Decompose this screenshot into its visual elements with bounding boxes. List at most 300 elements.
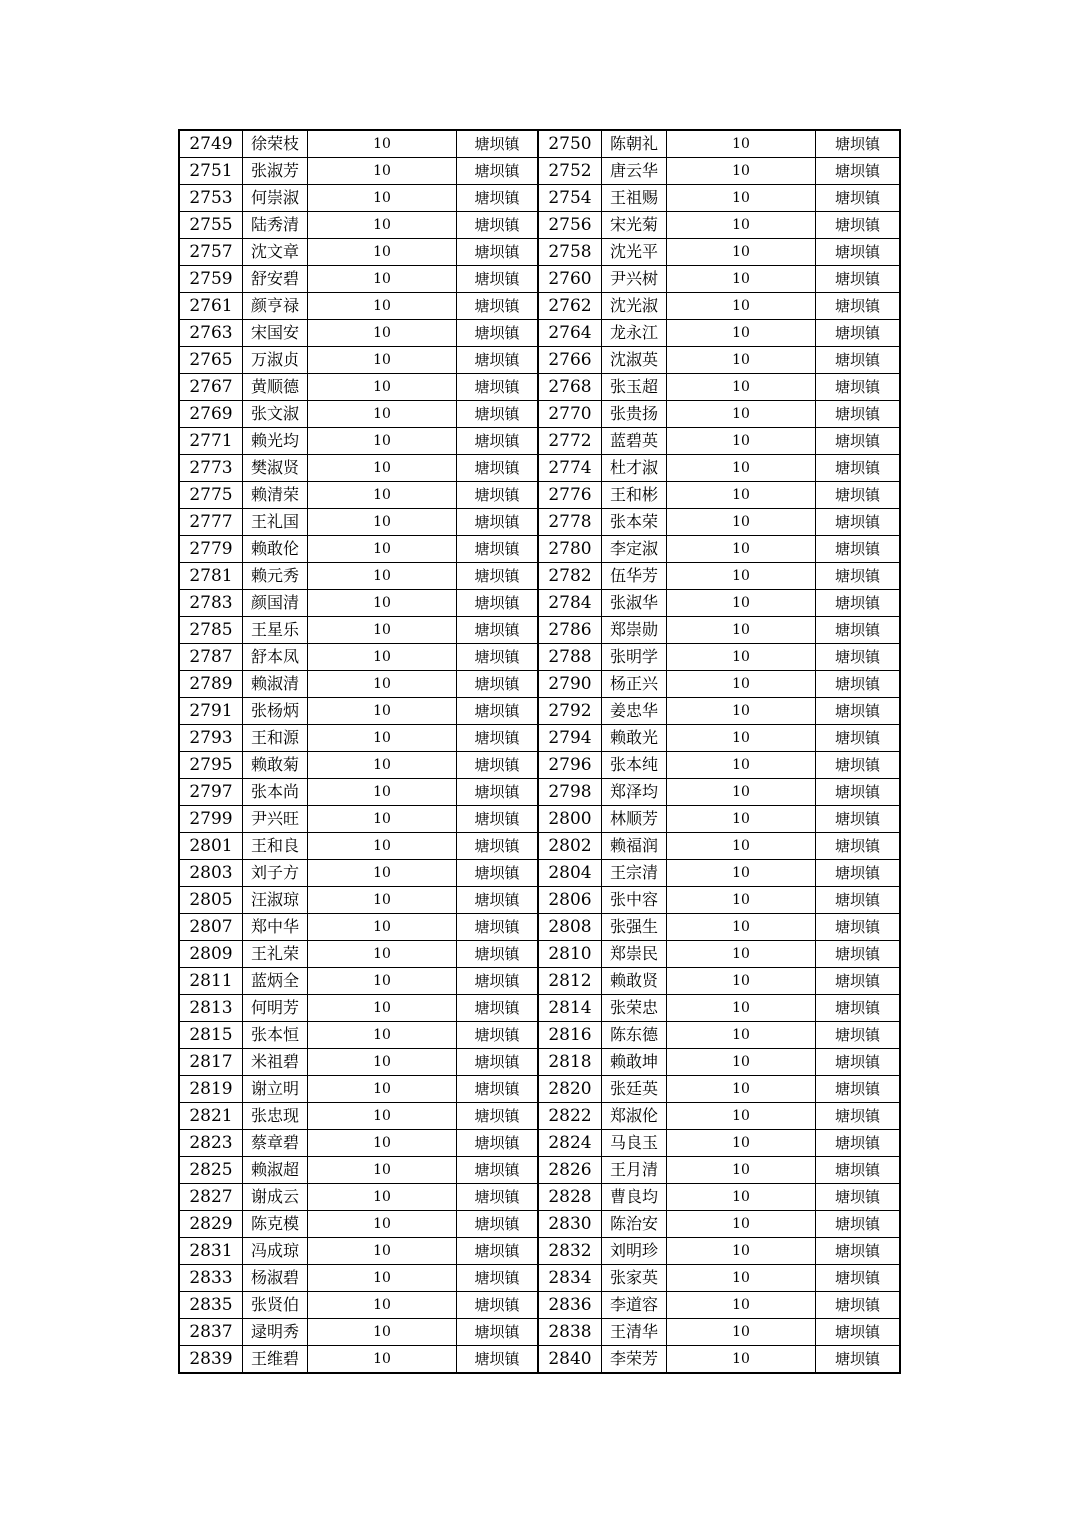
person-name-left: 冯成琼 (243, 1238, 308, 1265)
entry-number-right: 2766 (538, 347, 602, 374)
amount-left: 10 (308, 968, 457, 995)
person-name-left: 樊淑贤 (243, 455, 308, 482)
town-left: 塘坝镇 (457, 266, 539, 293)
table-row (179, 941, 900, 968)
person-name-right: 龙永江 (602, 320, 667, 347)
town-left: 塘坝镇 (457, 1184, 539, 1211)
entry-number-left: 2819 (179, 1076, 243, 1103)
town-right: 塘坝镇 (816, 806, 901, 833)
town-right: 塘坝镇 (816, 941, 901, 968)
table-row (179, 509, 900, 536)
entry-number-right: 2794 (538, 725, 602, 752)
amount-left: 10 (308, 833, 457, 860)
town-left: 塘坝镇 (457, 1292, 539, 1319)
entry-number-right: 2808 (538, 914, 602, 941)
entry-number-right: 2784 (538, 590, 602, 617)
amount-left: 10 (308, 1184, 457, 1211)
table-row (179, 1211, 900, 1238)
entry-number-left: 2761 (179, 293, 243, 320)
amount-left: 10 (308, 617, 457, 644)
amount-right: 10 (667, 671, 816, 698)
town-right: 塘坝镇 (816, 671, 901, 698)
entry-number-right: 2828 (538, 1184, 602, 1211)
person-name-right: 张强生 (602, 914, 667, 941)
person-name-left: 王星乐 (243, 617, 308, 644)
amount-left: 10 (308, 266, 457, 293)
person-name-left: 颜国清 (243, 590, 308, 617)
person-name-right: 王宗清 (602, 860, 667, 887)
amount-left: 10 (308, 698, 457, 725)
person-name-right: 陈治安 (602, 1211, 667, 1238)
amount-left: 10 (308, 374, 457, 401)
town-right: 塘坝镇 (816, 1103, 901, 1130)
town-left: 塘坝镇 (457, 158, 539, 185)
person-name-right: 李道容 (602, 1292, 667, 1319)
town-left: 塘坝镇 (457, 1265, 539, 1292)
town-right: 塘坝镇 (816, 374, 901, 401)
town-left: 塘坝镇 (457, 1157, 539, 1184)
entry-number-right: 2776 (538, 482, 602, 509)
table-row (179, 455, 900, 482)
amount-right: 10 (667, 644, 816, 671)
entry-number-left: 2825 (179, 1157, 243, 1184)
table-row (179, 1157, 900, 1184)
table-row (179, 536, 900, 563)
amount-left: 10 (308, 887, 457, 914)
entry-number-right: 2788 (538, 644, 602, 671)
entry-number-right: 2812 (538, 968, 602, 995)
entry-number-left: 2811 (179, 968, 243, 995)
person-name-left: 沈文章 (243, 239, 308, 266)
town-left: 塘坝镇 (457, 1076, 539, 1103)
amount-right: 10 (667, 995, 816, 1022)
town-left: 塘坝镇 (457, 130, 539, 158)
town-right: 塘坝镇 (816, 1238, 901, 1265)
town-left: 塘坝镇 (457, 563, 539, 590)
amount-right: 10 (667, 185, 816, 212)
amount-left: 10 (308, 914, 457, 941)
entry-number-left: 2793 (179, 725, 243, 752)
person-name-right: 陈东德 (602, 1022, 667, 1049)
amount-right: 10 (667, 914, 816, 941)
person-name-right: 林顺芳 (602, 806, 667, 833)
table-row (179, 320, 900, 347)
entry-number-left: 2797 (179, 779, 243, 806)
amount-left: 10 (308, 509, 457, 536)
entry-number-left: 2805 (179, 887, 243, 914)
table-row (179, 779, 900, 806)
table-row (179, 1265, 900, 1292)
entry-number-left: 2765 (179, 347, 243, 374)
town-right: 塘坝镇 (816, 995, 901, 1022)
amount-right: 10 (667, 725, 816, 752)
town-right: 塘坝镇 (816, 914, 901, 941)
entry-number-right: 2764 (538, 320, 602, 347)
entry-number-right: 2768 (538, 374, 602, 401)
entry-number-right: 2810 (538, 941, 602, 968)
town-left: 塘坝镇 (457, 1103, 539, 1130)
entry-number-left: 2775 (179, 482, 243, 509)
person-name-right: 沈光平 (602, 239, 667, 266)
town-left: 塘坝镇 (457, 887, 539, 914)
town-right: 塘坝镇 (816, 1076, 901, 1103)
person-name-left: 赖光均 (243, 428, 308, 455)
entry-number-right: 2774 (538, 455, 602, 482)
person-name-left: 尹兴旺 (243, 806, 308, 833)
table-row (179, 374, 900, 401)
amount-left: 10 (308, 725, 457, 752)
table-row (179, 1076, 900, 1103)
entry-number-right: 2802 (538, 833, 602, 860)
table-row (179, 563, 900, 590)
town-left: 塘坝镇 (457, 1346, 539, 1374)
town-right: 塘坝镇 (816, 320, 901, 347)
amount-right: 10 (667, 1049, 816, 1076)
town-left: 塘坝镇 (457, 968, 539, 995)
amount-right: 10 (667, 509, 816, 536)
person-name-left: 逯明秀 (243, 1319, 308, 1346)
amount-right: 10 (667, 968, 816, 995)
entry-number-left: 2803 (179, 860, 243, 887)
person-name-right: 郑泽均 (602, 779, 667, 806)
person-name-right: 杜才淑 (602, 455, 667, 482)
amount-right: 10 (667, 563, 816, 590)
entry-number-left: 2837 (179, 1319, 243, 1346)
person-name-left: 张淑芳 (243, 158, 308, 185)
amount-right: 10 (667, 887, 816, 914)
amount-right: 10 (667, 1265, 816, 1292)
amount-right: 10 (667, 779, 816, 806)
person-name-right: 王和彬 (602, 482, 667, 509)
amount-right: 10 (667, 617, 816, 644)
amount-left: 10 (308, 1211, 457, 1238)
town-right: 塘坝镇 (816, 293, 901, 320)
town-right: 塘坝镇 (816, 1346, 901, 1374)
amount-left: 10 (308, 1076, 457, 1103)
amount-right: 10 (667, 428, 816, 455)
amount-left: 10 (308, 1103, 457, 1130)
amount-right: 10 (667, 1157, 816, 1184)
entry-number-right: 2838 (538, 1319, 602, 1346)
table-row (179, 590, 900, 617)
entry-number-right: 2834 (538, 1265, 602, 1292)
table-row (179, 671, 900, 698)
entry-number-right: 2806 (538, 887, 602, 914)
town-right: 塘坝镇 (816, 347, 901, 374)
person-name-right: 赖敢贤 (602, 968, 667, 995)
town-right: 塘坝镇 (816, 563, 901, 590)
person-name-right: 唐云华 (602, 158, 667, 185)
table-row (179, 347, 900, 374)
amount-left: 10 (308, 1346, 457, 1374)
entry-number-right: 2778 (538, 509, 602, 536)
town-right: 塘坝镇 (816, 644, 901, 671)
table-row (179, 887, 900, 914)
town-left: 塘坝镇 (457, 671, 539, 698)
entry-number-left: 2823 (179, 1130, 243, 1157)
person-name-left: 张贤伯 (243, 1292, 308, 1319)
amount-right: 10 (667, 1076, 816, 1103)
person-name-left: 舒安碧 (243, 266, 308, 293)
entry-number-right: 2816 (538, 1022, 602, 1049)
town-left: 塘坝镇 (457, 1319, 539, 1346)
amount-right: 10 (667, 1103, 816, 1130)
table-row (179, 995, 900, 1022)
table-row (179, 968, 900, 995)
person-name-left: 郑中华 (243, 914, 308, 941)
person-name-right: 沈淑英 (602, 347, 667, 374)
entry-number-left: 2833 (179, 1265, 243, 1292)
table-row (179, 752, 900, 779)
entry-number-right: 2790 (538, 671, 602, 698)
entry-number-left: 2777 (179, 509, 243, 536)
amount-right: 10 (667, 266, 816, 293)
entry-number-left: 2783 (179, 590, 243, 617)
town-right: 塘坝镇 (816, 1211, 901, 1238)
amount-left: 10 (308, 644, 457, 671)
entry-number-left: 2817 (179, 1049, 243, 1076)
amount-left: 10 (308, 482, 457, 509)
town-right: 塘坝镇 (816, 887, 901, 914)
amount-left: 10 (308, 158, 457, 185)
person-name-right: 杨正兴 (602, 671, 667, 698)
town-left: 塘坝镇 (457, 212, 539, 239)
amount-right: 10 (667, 158, 816, 185)
town-left: 塘坝镇 (457, 536, 539, 563)
town-right: 塘坝镇 (816, 833, 901, 860)
person-name-left: 王和良 (243, 833, 308, 860)
amount-right: 10 (667, 536, 816, 563)
entry-number-right: 2762 (538, 293, 602, 320)
person-name-left: 刘子方 (243, 860, 308, 887)
person-name-left: 黄顺德 (243, 374, 308, 401)
person-name-right: 马良玉 (602, 1130, 667, 1157)
amount-right: 10 (667, 752, 816, 779)
person-name-right: 张淑华 (602, 590, 667, 617)
entry-number-left: 2781 (179, 563, 243, 590)
entry-number-right: 2758 (538, 239, 602, 266)
entry-number-left: 2785 (179, 617, 243, 644)
person-name-left: 万淑贞 (243, 347, 308, 374)
entry-number-right: 2760 (538, 266, 602, 293)
person-name-right: 姜忠华 (602, 698, 667, 725)
person-name-left: 何明芳 (243, 995, 308, 1022)
table-row (179, 617, 900, 644)
person-name-left: 赖敢伦 (243, 536, 308, 563)
person-name-right: 王清华 (602, 1319, 667, 1346)
town-right: 塘坝镇 (816, 590, 901, 617)
town-left: 塘坝镇 (457, 482, 539, 509)
table-row (179, 266, 900, 293)
entry-number-right: 2840 (538, 1346, 602, 1374)
person-name-left: 米祖碧 (243, 1049, 308, 1076)
entry-number-right: 2756 (538, 212, 602, 239)
person-name-left: 张文淑 (243, 401, 308, 428)
entry-number-right: 2772 (538, 428, 602, 455)
amount-left: 10 (308, 1130, 457, 1157)
town-right: 塘坝镇 (816, 725, 901, 752)
entry-number-right: 2780 (538, 536, 602, 563)
entry-number-right: 2770 (538, 401, 602, 428)
person-name-left: 王礼国 (243, 509, 308, 536)
town-right: 塘坝镇 (816, 1130, 901, 1157)
entry-number-left: 2769 (179, 401, 243, 428)
entry-number-left: 2771 (179, 428, 243, 455)
entry-number-right: 2820 (538, 1076, 602, 1103)
person-name-right: 赖敢光 (602, 725, 667, 752)
entry-number-left: 2829 (179, 1211, 243, 1238)
person-name-left: 张杨炳 (243, 698, 308, 725)
person-name-right: 张家英 (602, 1265, 667, 1292)
entry-number-left: 2807 (179, 914, 243, 941)
amount-right: 10 (667, 1184, 816, 1211)
town-left: 塘坝镇 (457, 1130, 539, 1157)
table-row (179, 1184, 900, 1211)
entry-number-left: 2827 (179, 1184, 243, 1211)
person-name-left: 宋国安 (243, 320, 308, 347)
town-right: 塘坝镇 (816, 779, 901, 806)
amount-right: 10 (667, 941, 816, 968)
town-left: 塘坝镇 (457, 293, 539, 320)
town-right: 塘坝镇 (816, 617, 901, 644)
entry-number-left: 2751 (179, 158, 243, 185)
person-name-right: 赖福润 (602, 833, 667, 860)
entry-number-left: 2767 (179, 374, 243, 401)
town-left: 塘坝镇 (457, 1022, 539, 1049)
person-name-left: 王维碧 (243, 1346, 308, 1374)
entry-number-right: 2832 (538, 1238, 602, 1265)
person-name-left: 赖淑超 (243, 1157, 308, 1184)
town-right: 塘坝镇 (816, 212, 901, 239)
amount-left: 10 (308, 1157, 457, 1184)
amount-left: 10 (308, 860, 457, 887)
person-name-left: 谢立明 (243, 1076, 308, 1103)
table-row (179, 212, 900, 239)
person-name-left: 杨淑碧 (243, 1265, 308, 1292)
amount-left: 10 (308, 185, 457, 212)
amount-left: 10 (308, 941, 457, 968)
town-left: 塘坝镇 (457, 779, 539, 806)
person-name-right: 蓝碧英 (602, 428, 667, 455)
entry-number-right: 2814 (538, 995, 602, 1022)
entry-number-right: 2798 (538, 779, 602, 806)
entry-number-left: 2801 (179, 833, 243, 860)
person-name-left: 何崇淑 (243, 185, 308, 212)
town-left: 塘坝镇 (457, 455, 539, 482)
entry-number-left: 2821 (179, 1103, 243, 1130)
person-name-left: 蔡章碧 (243, 1130, 308, 1157)
entry-number-left: 2799 (179, 806, 243, 833)
town-left: 塘坝镇 (457, 941, 539, 968)
entry-number-left: 2815 (179, 1022, 243, 1049)
table-row (179, 428, 900, 455)
amount-right: 10 (667, 401, 816, 428)
town-right: 塘坝镇 (816, 536, 901, 563)
amount-left: 10 (308, 455, 457, 482)
table-row (179, 1238, 900, 1265)
entry-number-right: 2754 (538, 185, 602, 212)
entry-number-left: 2757 (179, 239, 243, 266)
person-name-left: 汪淑琼 (243, 887, 308, 914)
town-left: 塘坝镇 (457, 1211, 539, 1238)
person-name-left: 舒本凤 (243, 644, 308, 671)
person-name-right: 张廷英 (602, 1076, 667, 1103)
entry-number-right: 2826 (538, 1157, 602, 1184)
amount-left: 10 (308, 428, 457, 455)
table-row (179, 130, 900, 158)
entry-number-right: 2822 (538, 1103, 602, 1130)
amount-left: 10 (308, 347, 457, 374)
amount-right: 10 (667, 833, 816, 860)
table-row (179, 482, 900, 509)
town-right: 塘坝镇 (816, 752, 901, 779)
amount-right: 10 (667, 1238, 816, 1265)
person-name-left: 颜亨禄 (243, 293, 308, 320)
table-row (179, 1130, 900, 1157)
amount-right: 10 (667, 1211, 816, 1238)
person-name-right: 赖敢坤 (602, 1049, 667, 1076)
entry-number-left: 2779 (179, 536, 243, 563)
town-right: 塘坝镇 (816, 455, 901, 482)
table-row (179, 644, 900, 671)
amount-left: 10 (308, 1049, 457, 1076)
amount-left: 10 (308, 320, 457, 347)
town-right: 塘坝镇 (816, 1319, 901, 1346)
person-name-right: 郑崇勋 (602, 617, 667, 644)
entry-number-left: 2839 (179, 1346, 243, 1374)
person-name-right: 宋光菊 (602, 212, 667, 239)
entry-number-left: 2791 (179, 698, 243, 725)
amount-right: 10 (667, 1292, 816, 1319)
person-name-right: 张荣忠 (602, 995, 667, 1022)
entry-number-left: 2789 (179, 671, 243, 698)
amount-left: 10 (308, 1238, 457, 1265)
person-name-right: 郑淑伦 (602, 1103, 667, 1130)
town-left: 塘坝镇 (457, 1238, 539, 1265)
table-row (179, 401, 900, 428)
amount-right: 10 (667, 1319, 816, 1346)
table-row (179, 833, 900, 860)
entry-number-left: 2809 (179, 941, 243, 968)
entry-number-left: 2835 (179, 1292, 243, 1319)
entry-number-right: 2804 (538, 860, 602, 887)
town-right: 塘坝镇 (816, 428, 901, 455)
table-row (179, 806, 900, 833)
entry-number-right: 2818 (538, 1049, 602, 1076)
entry-number-left: 2763 (179, 320, 243, 347)
amount-left: 10 (308, 239, 457, 266)
entry-number-left: 2753 (179, 185, 243, 212)
table-row (179, 1049, 900, 1076)
table-row (179, 293, 900, 320)
amount-right: 10 (667, 1022, 816, 1049)
town-left: 塘坝镇 (457, 914, 539, 941)
person-name-right: 王月清 (602, 1157, 667, 1184)
person-name-right: 张贵扬 (602, 401, 667, 428)
person-name-left: 蓝炳全 (243, 968, 308, 995)
entry-number-left: 2755 (179, 212, 243, 239)
town-left: 塘坝镇 (457, 320, 539, 347)
amount-right: 10 (667, 698, 816, 725)
amount-left: 10 (308, 806, 457, 833)
town-right: 塘坝镇 (816, 1265, 901, 1292)
table-row (179, 185, 900, 212)
person-name-right: 张本荣 (602, 509, 667, 536)
entry-number-right: 2782 (538, 563, 602, 590)
amount-left: 10 (308, 1265, 457, 1292)
town-left: 塘坝镇 (457, 752, 539, 779)
entry-number-right: 2800 (538, 806, 602, 833)
